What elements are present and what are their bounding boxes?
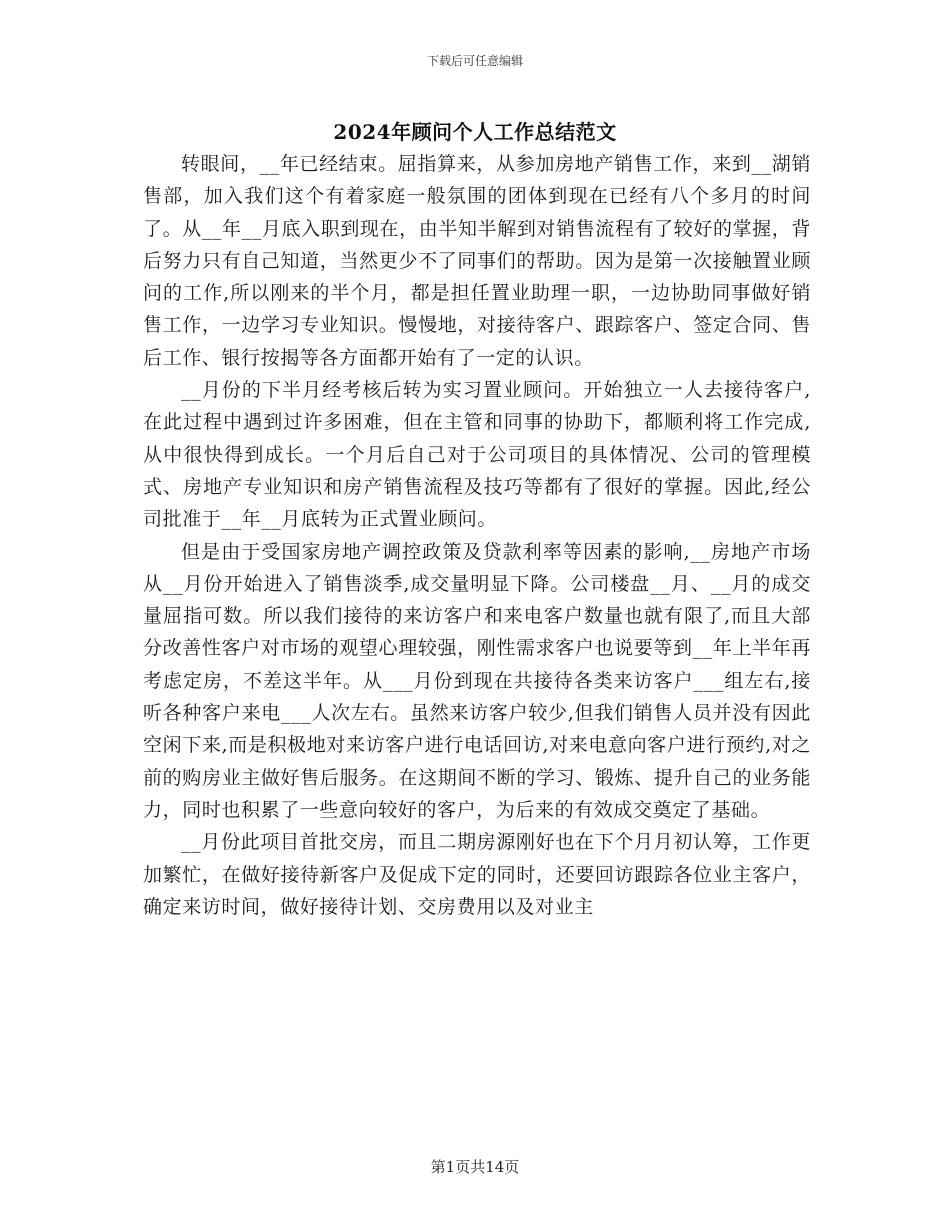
paragraph-1: 转眼间，__年已经结束。屈指算来，从参加房地产销售工作，来到__湖销售部，加入我们这个有着家庭一般氛围的团体到现在已经有八个多月的时间了。从__年__月底入职到现在，由半知半解到对销售流程有了较好的掌握，背后努力只有自己知道，当然更少不了同事们的帮助。因为是第一次接触置业顾问的工作,所以刚来的半个月，都是担任置业助理一职，一边协助同事做好销售工作，一边学习专业知识。慢慢地，对接待客户、跟踪客户、签定合同、售后工作、银行按揭等各方面都开始有了一定的认识。 <box>143 153 811 369</box>
document-title: 2024年顾问个人工作总结范文 <box>333 120 617 144</box>
paragraph-4: __月份此项目首批交房，而且二期房源刚好也在下个月月初认筹，工作更加繁忙，在做好接待新客户及促成下定的同时，还要回访跟踪各位业主客户，确定来访时间，做好接待计划、交房费用以及对业主 <box>143 831 811 918</box>
paragraph-2: __月份的下半月经考核后转为实习置业顾问。开始独立一人去接待客户,在此过程中遇到过许多困难，但在主管和同事的协助下，都顺利将工作完成,从中很快得到成长。一个月后自己对于公司项目的具体情况、公司的管理模式、房地产专业知识和房产销售流程及技巧等都有了很好的掌握。因此,经公司批准于__年__月底转为正式置业顾问。 <box>143 379 811 531</box>
page-header-note: 下载后可任意编辑 <box>426 54 523 68</box>
page-number-footer: 第1页共14页 <box>430 1158 520 1176</box>
paragraph-3: 但是由于受国家房地产调控政策及贷款利率等因素的影响,__房地产市场从__月份开始进入了销售淡季,成交量明显下降。公司楼盘__月、__月的成交量屈指可数。所以我们接待的来访客户和来电客户数量也就有限了,而且大部分改善性客户对市场的观望心理较强，刚性需求客户也说要等到__年上半年再考虑定房，不差这半年。从___月份到现在共接待各类来访客户___组左右,接听各种客户来电___人次左右。虽然来访客户较少,但我们销售人员并没有因此空闲下来,而是积极地对来访客户进行电话回访,对来电意向客户进行预约,对之前的购房业主做好售后服务。在这期间不断的学习、锻炼、提升自己的业务能力，同时也积累了一些意向较好的客户，为后来的有效成交奠定了基础。 <box>143 540 811 821</box>
document-body <box>143 148 811 923</box>
